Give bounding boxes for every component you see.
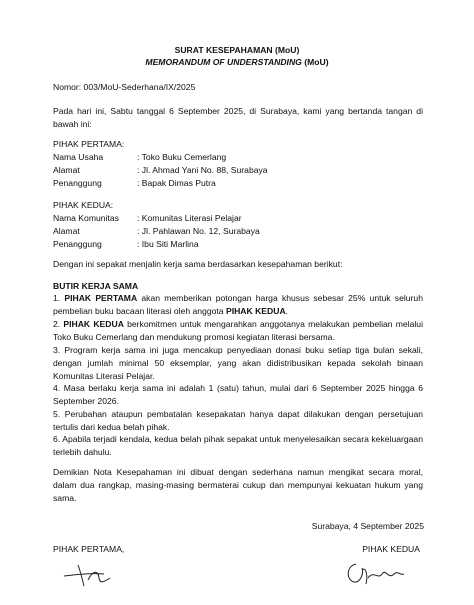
row-value: : Bapak Dimas Putra: [137, 178, 216, 188]
row-value: : Jl. Ahmad Yani No. 88, Surabaya: [137, 165, 268, 175]
place-date: Surabaya, 4 September 2025: [311, 521, 424, 531]
subtitle-suffix: (MoU): [301, 57, 329, 67]
item-4: 4. Masa berlaku kerja sama ini adalah 1 (satu) tahun, mulai dari 6 September 2025 hingga 6 September 2026.: [53, 383, 423, 406]
item-1-number: 1.: [53, 293, 65, 303]
agreement-statement: Dengan ini sepakat menjalin kerja sama berdasarkan kesepahaman berikut:: [53, 259, 343, 269]
item-1-text: akan memberikan potongan harga khusus sebesar 25% untuk seluruh pembelian buku bacaan literasi oleh anggota: [53, 293, 423, 316]
document-subtitle: [0, 57, 474, 68]
row-value: : Toko Buku Cemerlang: [137, 152, 227, 162]
item-6: 6. Apabila terjadi kendala, kedua belah pihak sepakat untuk menyelesaikan secara kekeluargaan terlebih dahulu.: [53, 434, 423, 457]
row-label: Alamat: [53, 165, 80, 175]
row-value: : Jl. Pahlawan No. 12, Surabaya: [137, 226, 260, 236]
pihak-pertama-row: [53, 151, 226, 164]
item-1-party-2: PIHAK KEDUA: [225, 305, 286, 316]
pihak-pertama-heading: PIHAK PERTAMA:: [53, 139, 125, 149]
item-2-party: PIHAK KEDUA: [63, 319, 124, 329]
item-1-party: PIHAK PERTAMA: [64, 293, 138, 303]
pihak-pertama-row: [53, 177, 216, 190]
pihak-kedua-row: [53, 238, 199, 251]
signature-label-right: PIHAK KEDUA: [362, 544, 420, 554]
item-5: 5. Perubahan ataupun pembatalan kesepakatan hanya dapat dilakukan dengan persetujuan tertulis dari kedua belah pihak.: [53, 409, 423, 432]
row-label: Penanggung: [53, 239, 102, 249]
item-1-end: .: [285, 305, 289, 316]
row-label: Nama Komunitas: [53, 213, 119, 223]
pihak-kedua-row: [53, 225, 260, 238]
row-value: : Ibu Siti Marlina: [137, 239, 199, 249]
document-number: Nomor: 003/MoU-Sederhana/IX/2025: [53, 82, 196, 92]
row-value: : Komunitas Literasi Pelajar: [137, 213, 242, 223]
item-1: [53, 292, 423, 318]
item-3: 3. Program kerja sama ini juga mencakup penyediaan donasi buku setiap tiga bulan sekali, dengan jumlah minimal 50 eksemplar, yang akan didistribusikan kepada sekolah binaan Komunitas Literasi Pelajar.: [53, 345, 423, 381]
pihak-kedua-row: [53, 212, 242, 225]
item-2-text: berkomitmen untuk mengarahkan anggotanya melakukan pembelian melalui Toko Buku Cemerlang dan mendukung promosi kegiatan literasi bersama.: [53, 319, 423, 342]
row-label: Nama Usaha: [53, 152, 104, 162]
subtitle-italic: MEMORANDUM OF UNDERSTANDING: [145, 57, 302, 67]
row-label: Penanggung: [53, 178, 102, 188]
butir-heading: BUTIR KERJA SAMA: [53, 281, 139, 291]
item-2: [53, 318, 423, 344]
row-label: Alamat: [53, 226, 80, 236]
pihak-pertama-row: [53, 164, 268, 177]
signature-right: [342, 556, 412, 590]
document-title: SURAT KESEPAHAMAN (MoU): [174, 45, 300, 55]
pihak-kedua-heading: PIHAK KEDUA:: [53, 200, 114, 210]
closing-paragraph: Demikian Nota Kesepahaman ini dibuat dengan sederhana namun mengikat secara moral, dalam dua rangkap, masing-masing bermaterai cukup dan mempunyai kekuatan hukum yang sama.: [53, 467, 423, 503]
signature-label-left: PIHAK PERTAMA,: [53, 544, 125, 554]
intro-paragraph: Pada hari ini, Sabtu tanggal 6 September 2025, di Surabaya, kami yang bertanda tangan di bawah ini:: [53, 106, 423, 129]
signature-left: [60, 560, 130, 590]
item-2-number: 2.: [53, 319, 64, 329]
